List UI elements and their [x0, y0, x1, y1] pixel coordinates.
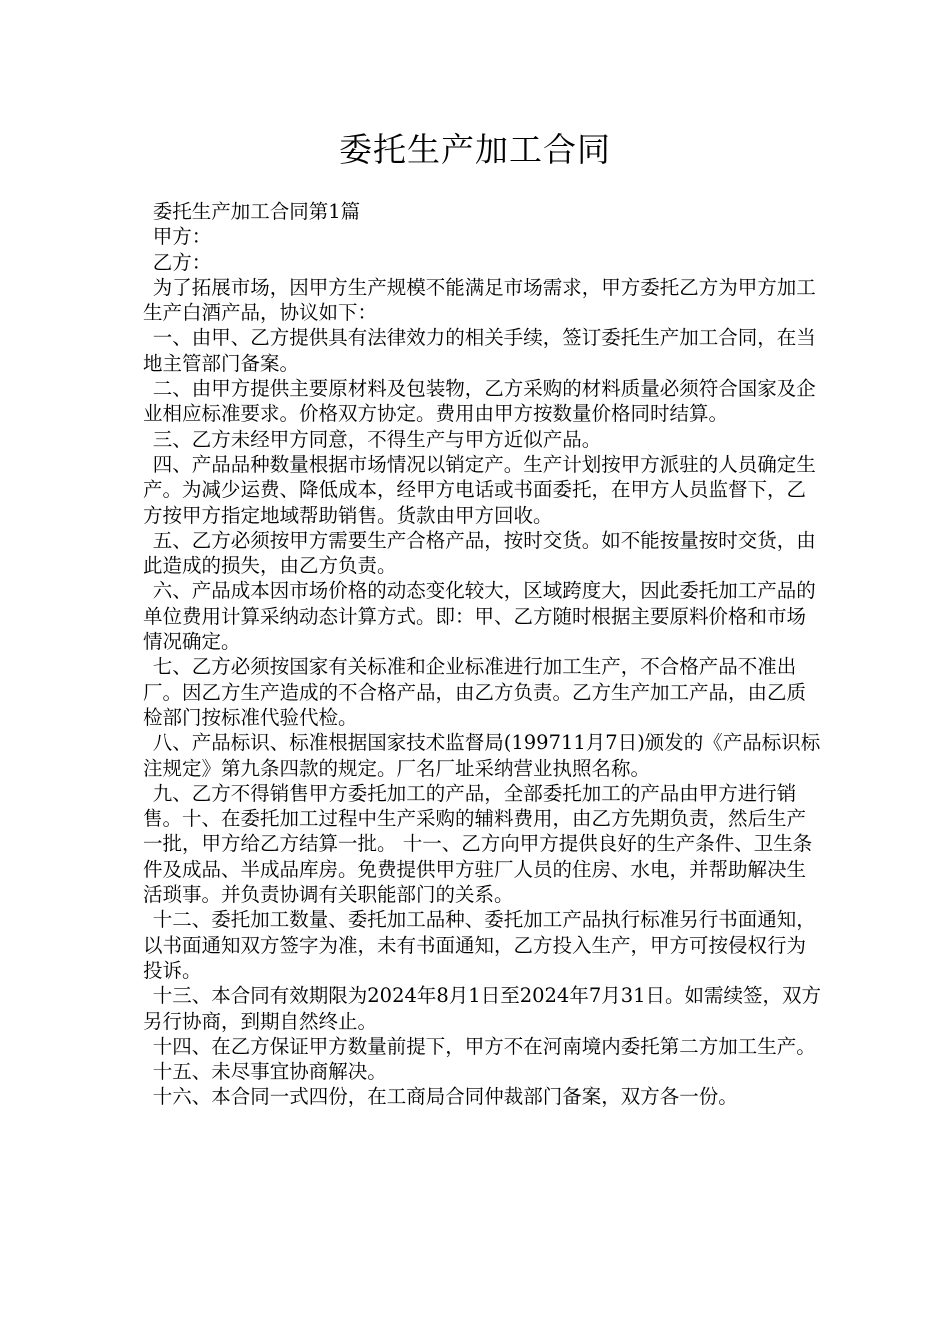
paragraph-clause-15: 十五、未尽事宜协商解决。	[152, 1060, 387, 1084]
paragraph-clause-13: 十三、本合同有效期限为2024年8月1日至2024年7月31日。如需续签，双方另行协商，到期自然终止。	[143, 984, 822, 1033]
paragraph-clause-8: 八、产品标识、标准根据国家技术监督局(199711月7日)颁发的《产品标识标注规定》第九条四款的规定。厂名厂址采纳营业执照名称。	[143, 731, 821, 780]
paragraph-clause-2: 二、由甲方提供主要原材料及包装物，乙方采购的材料质量必须符合国家及企业相应标准要求。价格双方协定。费用由甲方按数量价格同时结算。	[143, 377, 816, 426]
paragraph-party-a: 甲方：	[152, 225, 212, 249]
paragraph-clause-5: 五、乙方必须按甲方需要生产合格产品，按时交货。如不能按量按时交货，由此造成的损失，由乙方负责。	[143, 528, 816, 578]
document-title: 委托生产加工合同	[339, 130, 611, 169]
paragraph-clause-6: 六、产品成本因市场价格的动态变化较大，区域跨度大，因此委托加工产品的单位费用计算采纳动态计算方式。即：甲、乙方随时根据主要原料价格和市场情况确定。	[143, 579, 816, 654]
paragraph-clause-12: 十二、委托加工数量、委托加工品种、委托加工产品执行标准另行书面通知，以书面通知双方签字为准，未有书面通知，乙方投入生产，甲方可按侵权行为投诉。	[143, 908, 816, 982]
document-body	[143, 199, 823, 1110]
paragraph-clause-16: 十六、本合同一式四份，在工商局合同仲裁部门备案，双方各一份。	[152, 1085, 738, 1109]
paragraph-clause-4: 四、产品品种数量根据市场情况以销定产。生产计划按甲方派驻的人员确定生产。为减少运费、降低成本，经甲方电话或书面委托，在甲方人员监督下，乙方按甲方指定地域帮助销售。货款由甲方回收。	[143, 452, 816, 527]
paragraph-clause-7: 七、乙方必须按国家有关标准和企业标准进行加工生产，不合格产品不准出厂。因乙方生产造成的不合格产品，由乙方负责。乙方生产加工产品，由乙质检部门按标准代验代检。	[143, 655, 807, 729]
paragraph-clause-3: 三、乙方未经甲方同意，不得生产与甲方近似产品。	[152, 427, 602, 451]
paragraph-clause-9-11: 九、乙方不得销售甲方委托加工的产品，全部委托加工的产品由甲方进行销售。十、在委托加工过程中生产采购的辅料费用，由乙方先期负责，然后生产一批，甲方给乙方结算一批。 十一、乙方向甲方提供良好的生产条件、卫生条件及成品、半成品库房。免费提供甲方驻厂人员的住房、水电，并帮助解决生活琐事。并负责协调有关职能部门的关系。	[143, 781, 813, 907]
paragraph-preamble: 为了拓展市场，因甲方生产规模不能满足市场需求，甲方委托乙方为甲方加工生产白酒产品，协议如下：	[143, 275, 816, 325]
paragraph-clause-1: 一、由甲、乙方提供具有法律效力的相关手续，签订委托生产加工合同，在当地主管部门备案。	[143, 326, 816, 375]
paragraph-clause-14: 十四、在乙方保证甲方数量前提下，甲方不在河南境内委托第二方加工生产。	[152, 1034, 816, 1058]
paragraph-chapter-heading: 委托生产加工合同第1篇	[152, 200, 361, 223]
paragraph-party-b: 乙方：	[152, 250, 212, 274]
